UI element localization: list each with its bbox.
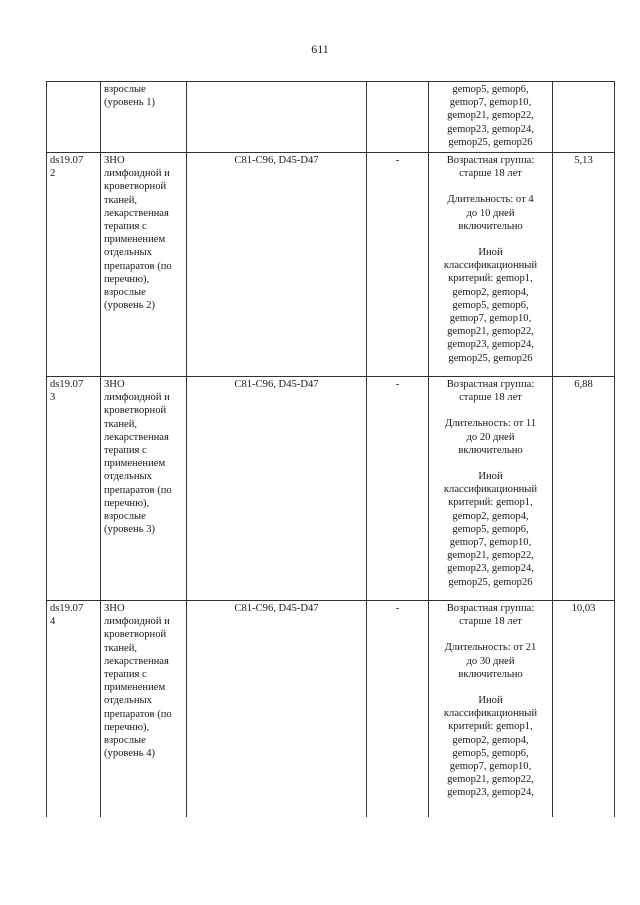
criteria-line: Возрастная группа: xyxy=(446,603,535,614)
table-row xyxy=(47,601,615,818)
criteria-line: критерий: gemop1, xyxy=(448,497,533,509)
icd-cell: C81-C96, D45-D47 xyxy=(187,153,367,377)
criteria-line: классификационный xyxy=(443,708,538,720)
name-line: отдельных xyxy=(104,471,152,483)
criteria-line: gemop2, gemop4, xyxy=(452,734,529,746)
name-line: тканей, xyxy=(104,194,138,206)
code-line: 4 xyxy=(50,616,56,628)
dash-cell: - xyxy=(367,377,429,601)
name-cell xyxy=(101,82,187,153)
code-cell xyxy=(47,377,101,601)
criteria-line: gemop5, gemop6, xyxy=(452,299,529,311)
dash-cell: - xyxy=(367,153,429,377)
criteria-line: gemop7, gemop10, xyxy=(449,537,532,549)
name-line: кроветворной xyxy=(104,629,167,641)
criteria-line: Длительность: от 21 xyxy=(444,642,537,654)
criteria-line: критерий: gemop1, xyxy=(448,273,533,285)
coef-cell: 6,88 xyxy=(553,377,615,601)
criteria-line: Иной xyxy=(478,247,503,259)
criteria-line: включительно xyxy=(458,668,523,680)
criteria-line: Возрастная группа: xyxy=(446,379,535,390)
name-cell xyxy=(101,601,187,818)
name-line: ЗНО xyxy=(104,379,125,390)
icd-cell: C81-C96, D45-D47 xyxy=(187,377,367,601)
name-line: препаратов (по xyxy=(104,708,172,720)
criteria-line: gemop25, gemop26 xyxy=(448,576,533,588)
name-line: кроветворной xyxy=(104,181,167,193)
criteria-cell xyxy=(429,377,553,601)
code-cell xyxy=(47,153,101,377)
icd-cell: C81-C96, D45-D47 xyxy=(187,601,367,818)
code-line: 2 xyxy=(50,168,56,180)
name-line: перечню), xyxy=(104,497,150,509)
criteria-line: gemop23, gemop24, xyxy=(447,339,534,351)
name-line: лимфоидной и xyxy=(104,616,170,628)
name-line: перечню), xyxy=(104,273,150,285)
name-line: применением xyxy=(104,234,166,246)
criteria-line: gemop21, gemop22, xyxy=(447,110,534,122)
name-line: лекарственная xyxy=(104,655,169,667)
table-row xyxy=(47,377,615,601)
criteria-line: gemop7, gemop10, xyxy=(449,97,532,109)
criteria-line: gemop23, gemop24, xyxy=(447,787,534,799)
name-line: применением xyxy=(104,682,166,694)
name-line: взрослые xyxy=(104,287,146,299)
dash-cell: - xyxy=(367,601,429,818)
name-cell xyxy=(101,377,187,601)
name-line: ЗНО xyxy=(104,155,125,166)
criteria-line: gemop2, gemop4, xyxy=(452,286,529,298)
criteria-cell xyxy=(429,82,553,153)
name-line: (уровень 1) xyxy=(104,97,156,109)
name-line: лимфоидной и xyxy=(104,168,170,180)
name-line: лекарственная xyxy=(104,207,169,219)
name-line: препаратов (по xyxy=(104,484,172,496)
criteria-line: критерий: gemop1, xyxy=(448,721,533,733)
criteria-line: gemop23, gemop24, xyxy=(447,123,534,135)
criteria-line: старше 18 лет xyxy=(459,392,522,404)
criteria-line: до 10 дней xyxy=(466,207,515,219)
name-line: кроветворной xyxy=(104,405,167,417)
name-line: взрослые xyxy=(104,735,146,747)
name-line: отдельных xyxy=(104,247,152,259)
criteria-line: gemop5, gemop6, xyxy=(452,747,529,759)
criteria-line: до 20 дней xyxy=(466,431,515,443)
criteria-line: gemop21, gemop22, xyxy=(447,326,534,338)
code-line: ds19.07 xyxy=(50,379,84,390)
page-number: 611 xyxy=(311,42,329,56)
name-line: лекарственная xyxy=(104,431,169,443)
coef-cell: 10,03 xyxy=(553,601,615,818)
name-line: (уровень 4) xyxy=(104,748,156,760)
criteria-line: Возрастная группа: xyxy=(446,155,535,166)
name-line: препаратов (по xyxy=(104,260,172,272)
criteria-line: до 30 дней xyxy=(466,655,515,667)
name-line: терапия с xyxy=(104,445,147,457)
criteria-line: старше 18 лет xyxy=(459,616,522,628)
criteria-line: gemop7, gemop10, xyxy=(449,313,532,325)
coef-cell xyxy=(553,82,615,153)
criteria-line: gemop25, gemop26 xyxy=(448,136,533,148)
name-line: терапия с xyxy=(104,669,147,681)
criteria-line: старше 18 лет xyxy=(459,168,522,180)
name-line: (уровень 3) xyxy=(104,524,156,536)
name-line: тканей, xyxy=(104,642,138,654)
name-line: терапия с xyxy=(104,221,147,233)
name-line: применением xyxy=(104,458,166,470)
criteria-cell xyxy=(429,601,553,818)
coef-cell: 5,13 xyxy=(553,153,615,377)
table-row-continuation xyxy=(47,82,615,153)
criteria-line: gemop7, gemop10, xyxy=(449,761,532,773)
criteria-line: gemop21, gemop22, xyxy=(447,550,534,562)
code-line: ds19.07 xyxy=(50,155,84,166)
code-cell xyxy=(47,601,101,818)
name-line: (уровень 2) xyxy=(104,300,156,312)
criteria-cell xyxy=(429,153,553,377)
name-line: отдельных xyxy=(104,695,152,707)
table-row xyxy=(47,153,615,377)
criteria-line: gemop25, gemop26 xyxy=(448,352,533,364)
criteria-line: Длительность: от 11 xyxy=(444,418,537,430)
name-cell xyxy=(101,153,187,377)
criteria-line: классификационный xyxy=(443,260,538,272)
name-line: взрослые xyxy=(104,511,146,523)
criteria-line: gemop2, gemop4, xyxy=(452,510,529,522)
criteria-line: включительно xyxy=(458,220,523,232)
name-line: лимфоидной и xyxy=(104,392,170,404)
criteria-line: gemop5, gemop6, xyxy=(452,84,529,95)
criteria-line: gemop5, gemop6, xyxy=(452,523,529,535)
name-line: взрослые xyxy=(104,84,146,95)
name-line: перечню), xyxy=(104,721,150,733)
criteria-line: gemop21, gemop22, xyxy=(447,774,534,786)
criteria-line: классификационный xyxy=(443,484,538,496)
dash-cell xyxy=(367,82,429,153)
criteria-line: включительно xyxy=(458,444,523,456)
code-line: 3 xyxy=(50,392,56,404)
criteria-line: Иной xyxy=(478,695,503,707)
criteria-line: gemop23, gemop24, xyxy=(447,563,534,575)
criteria-line: Длительность: от 4 xyxy=(447,194,534,206)
code-cell xyxy=(47,82,101,153)
name-line: ЗНО xyxy=(104,603,125,614)
name-line: тканей, xyxy=(104,418,138,430)
criteria-line: Иной xyxy=(478,471,503,483)
icd-cell xyxy=(187,82,367,153)
code-line: ds19.07 xyxy=(50,603,84,614)
tariff-table xyxy=(46,81,615,817)
